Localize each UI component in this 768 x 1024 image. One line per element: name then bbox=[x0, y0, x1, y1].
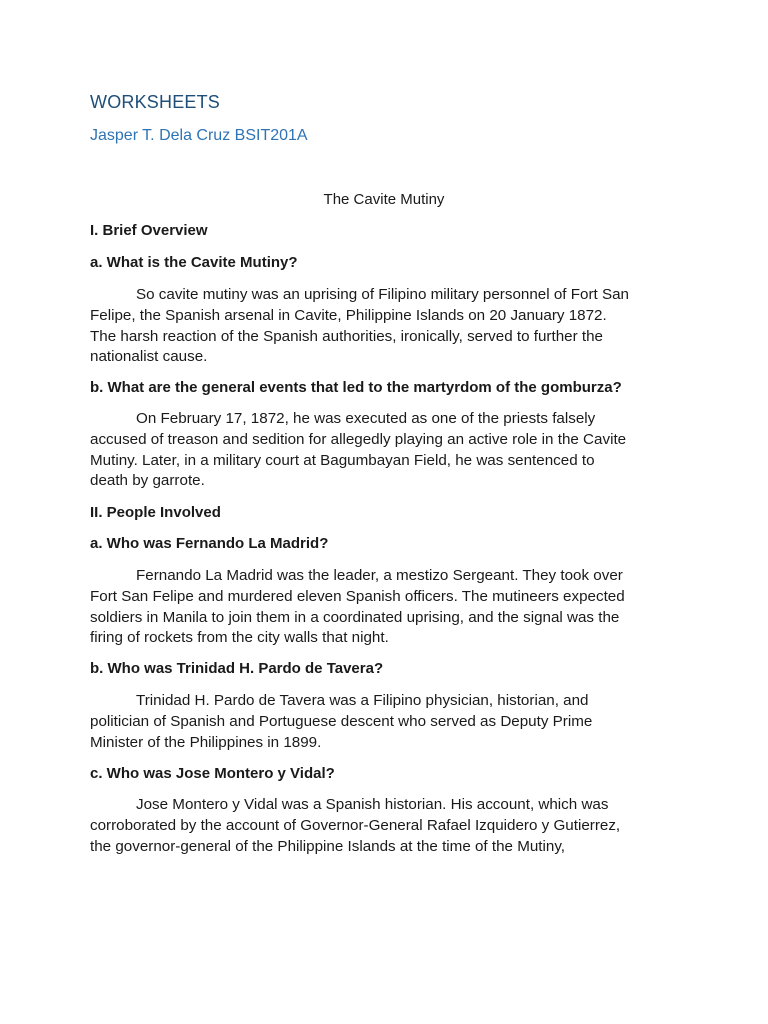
answer-paragraph bbox=[90, 691, 678, 753]
answer-line: death by garrote. bbox=[90, 472, 205, 490]
section-heading-overview: I. Brief Overview bbox=[90, 222, 208, 239]
question-heading: b. Who was Trinidad H. Pardo de Tavera? bbox=[90, 660, 384, 677]
answer-line: The harsh reaction of the Spanish authorities, ironically, served to further the bbox=[90, 327, 603, 345]
answer-line: Jose Montero y Vidal was a Spanish historian. His account, which was bbox=[136, 796, 609, 813]
answer-line: firing of rockets from the city walls that night. bbox=[90, 629, 389, 647]
answer-paragraph bbox=[90, 795, 678, 857]
answer-line: Trinidad H. Pardo de Tavera was a Filipino physician, historian, and bbox=[136, 692, 589, 709]
answer-line: So cavite mutiny was an uprising of Filipino military personnel of Fort San bbox=[136, 286, 629, 303]
document-subtitle: The Cavite Mutiny bbox=[323, 191, 445, 208]
answer-line: corroborated by the account of Governor-General Rafael Izquidero y Gutierrez, bbox=[90, 816, 621, 834]
answer-line: accused of treason and sedition for allegedly playing an active role in the Cavite bbox=[90, 430, 627, 448]
answer-line: nationalist cause. bbox=[90, 348, 208, 366]
document-author: Jasper T. Dela Cruz BSIT201A bbox=[90, 127, 308, 144]
question-heading: a. What is the Cavite Mutiny? bbox=[90, 254, 298, 271]
answer-line: politician of Spanish and Portuguese descent who served as Deputy Prime bbox=[90, 712, 593, 730]
document-page bbox=[90, 0, 678, 1024]
question-heading: a. Who was Fernando La Madrid? bbox=[90, 535, 329, 552]
section-heading-people: II. People Involved bbox=[90, 504, 221, 521]
answer-paragraph bbox=[90, 566, 678, 649]
answer-paragraph bbox=[90, 409, 678, 492]
document-title: WORKSHEETS bbox=[90, 92, 221, 112]
question-heading: b. What are the general events that led to the martyrdom of the gomburza? bbox=[90, 379, 622, 396]
answer-line: On February 17, 1872, he was executed as one of the priests falsely bbox=[136, 410, 596, 427]
question-heading: c. Who was Jose Montero y Vidal? bbox=[90, 765, 335, 782]
answer-line: the governor-general of the Philippine Islands at the time of the Mutiny, bbox=[90, 837, 566, 855]
answer-line: Mutiny. Later, in a military court at Bagumbayan Field, he was sentenced to bbox=[90, 451, 595, 469]
answer-line: Fernando La Madrid was the leader, a mestizo Sergeant. They took over bbox=[136, 567, 623, 584]
answer-line: soldiers in Manila to join them in a coordinated uprising, and the signal was the bbox=[90, 608, 620, 626]
answer-line: Minister of the Philippines in 1899. bbox=[90, 733, 322, 751]
answer-line: Fort San Felipe and murdered eleven Spanish officers. The mutineers expected bbox=[90, 587, 625, 605]
answer-line: Felipe, the Spanish arsenal in Cavite, Philippine Islands on 20 January 1872. bbox=[90, 306, 607, 324]
answer-paragraph bbox=[90, 285, 678, 368]
